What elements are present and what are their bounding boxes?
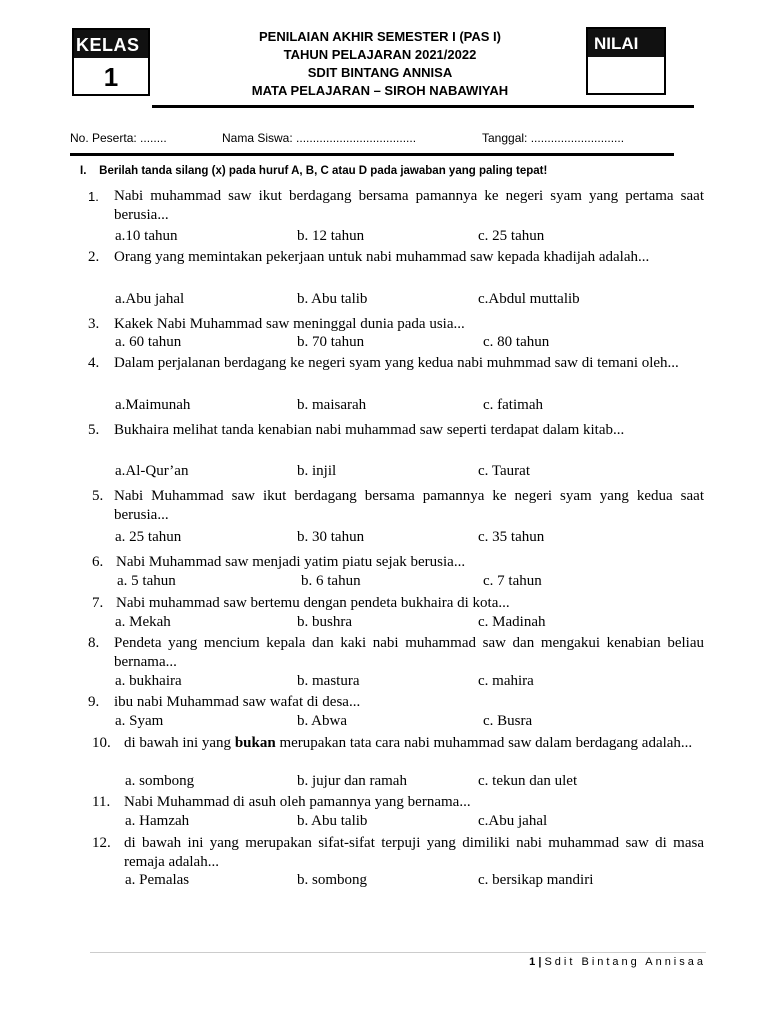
question-text: Dalam perjalanan berdagang ke negeri syam yang kedua nabi muhmmad saw di temani oleh... bbox=[114, 355, 679, 371]
option-a: a. 60 tahun bbox=[115, 334, 182, 350]
question bbox=[88, 693, 704, 712]
question-text: Pendeta yang mencium kepala dan kaki nabi muhammad saw dan mengakui kenabian beliau bernama... bbox=[114, 635, 704, 670]
question-text: Kakek Nabi Muhammad saw meninggal dunia pada usia... bbox=[114, 316, 465, 332]
question-number: 9. bbox=[88, 694, 100, 710]
option-c: c. mahira bbox=[478, 673, 534, 689]
question-number: 5. bbox=[88, 422, 100, 438]
kelas-value: 1 bbox=[103, 62, 119, 92]
header-divider bbox=[152, 105, 694, 108]
question bbox=[88, 421, 704, 440]
option-c: c. bersikap mandiri bbox=[478, 872, 594, 888]
option-b: b. 6 tahun bbox=[301, 573, 361, 589]
title-line-1: PENILAIAN AKHIR SEMESTER I (PAS I) bbox=[259, 29, 501, 44]
nilai-label: NILAI bbox=[588, 29, 664, 57]
question bbox=[92, 594, 704, 613]
option-c: c. 35 tahun bbox=[478, 529, 545, 545]
option-b: b. 30 tahun bbox=[297, 529, 365, 545]
title-line-3: SDIT BINTANG ANNISA bbox=[307, 65, 453, 80]
question-text: ibu nabi Muhammad saw wafat di desa... bbox=[114, 694, 361, 710]
title-line-2: TAHUN PELAJARAN 2021/2022 bbox=[283, 47, 477, 62]
option-b: b. 12 tahun bbox=[297, 228, 365, 244]
peserta-field: No. Peserta: ........ bbox=[70, 131, 167, 145]
option-c: c. Taurat bbox=[478, 463, 530, 479]
question-text-emphasis: bukan bbox=[234, 735, 276, 751]
question-number: 11. bbox=[92, 794, 111, 810]
question bbox=[92, 487, 704, 525]
question-number: 1. bbox=[88, 189, 99, 204]
option-a: a. 25 tahun bbox=[115, 529, 182, 545]
option-c: c. fatimah bbox=[483, 397, 543, 413]
option-a: a.Abu jahal bbox=[115, 291, 185, 307]
kelas-box bbox=[72, 28, 150, 96]
option-c: c.Abu jahal bbox=[478, 813, 548, 829]
kelas-label: KELAS bbox=[74, 30, 148, 58]
page-number: 1 bbox=[529, 956, 536, 968]
instruction-number: I. bbox=[80, 165, 87, 177]
option-b: b. maisarah bbox=[297, 397, 367, 413]
option-b: b. Abu talib bbox=[297, 291, 368, 307]
option-a: a. Mekah bbox=[115, 614, 171, 630]
option-b: b. Abu talib bbox=[297, 813, 368, 829]
footer-school: Sdit Bintang Annisaa bbox=[544, 956, 706, 968]
question-text: Nabi Muhammad saw menjadi yatim piatu sejak berusia... bbox=[116, 554, 466, 570]
question-text: Nabi Muhammad saw ikut berdagang bersama pamannya ke negeri syam yang kedua saat berusia... bbox=[114, 488, 704, 523]
option-b: b. sombong bbox=[297, 872, 368, 888]
option-a: a.Al-Qur’an bbox=[115, 463, 189, 479]
option-c: c. 25 tahun bbox=[478, 228, 545, 244]
option-a: a. sombong bbox=[125, 773, 195, 789]
question-text: di bawah ini yang merupakan sifat-sifat terpuji yang dimiliki nabi muhammad saw di masa remaja adalah... bbox=[124, 835, 704, 870]
question bbox=[88, 634, 704, 672]
option-c: c. 80 tahun bbox=[483, 334, 550, 350]
question-number: 12. bbox=[92, 835, 111, 851]
question-text: Nabi muhammad saw bertemu dengan pendeta bukhaira di kota... bbox=[116, 595, 510, 611]
option-b: b. injil bbox=[297, 463, 337, 479]
question bbox=[92, 793, 704, 812]
question-text: Nabi Muhammad di asuh oleh pamannya yang bernama... bbox=[124, 794, 471, 810]
question-number: 7. bbox=[92, 595, 104, 611]
instruction-text: Berilah tanda silang (x) pada huruf A, B, C atau D pada jawaban yang paling tepat! bbox=[99, 165, 548, 177]
option-c: c. Busra bbox=[483, 713, 533, 729]
question-text bbox=[124, 734, 704, 753]
question-text-part: merupakan tata cara nabi muhammad saw dalam berdagang adalah... bbox=[275, 735, 693, 751]
instruction bbox=[80, 165, 547, 177]
question-text-part: di bawah ini yang bbox=[124, 735, 235, 751]
question bbox=[88, 187, 704, 225]
question-text: Orang yang memintakan pekerjaan untuk nabi muhammad saw kepada khadijah adalah... bbox=[114, 249, 650, 265]
option-a: a. Hamzah bbox=[125, 813, 190, 829]
option-a: a. Syam bbox=[115, 713, 164, 729]
nama-field: Nama Siswa: .................................... bbox=[222, 131, 417, 145]
option-c: c. tekun dan ulet bbox=[478, 773, 578, 789]
question bbox=[92, 834, 704, 872]
page-footer bbox=[529, 956, 706, 968]
option-a: a. bukhaira bbox=[115, 673, 182, 689]
option-c: c. Madinah bbox=[478, 614, 546, 630]
option-c: c.Abdul muttalib bbox=[478, 291, 580, 307]
option-b: b. jujur dan ramah bbox=[297, 773, 407, 789]
question-number: 3. bbox=[88, 316, 100, 332]
option-a: a.Maimunah bbox=[115, 397, 191, 413]
question-number: 2. bbox=[88, 249, 100, 265]
question-text: Nabi muhammad saw ikut berdagang bersama pamannya ke negeri syam yang pertama saat berusia... bbox=[114, 188, 704, 223]
option-b: b. mastura bbox=[297, 673, 360, 689]
nilai-box bbox=[586, 27, 666, 95]
option-b: b. Abwa bbox=[297, 713, 347, 729]
option-a: a. Pemalas bbox=[125, 872, 190, 888]
title-line-4: MATA PELAJARAN – SIROH NABAWIYAH bbox=[251, 83, 509, 98]
option-a: a.10 tahun bbox=[115, 228, 178, 244]
footer-separator: | bbox=[538, 956, 542, 968]
ident-divider bbox=[70, 153, 674, 156]
option-a: a. 5 tahun bbox=[117, 573, 176, 589]
question-number: 5. bbox=[92, 488, 104, 504]
question-number: 6. bbox=[92, 554, 104, 570]
question bbox=[88, 354, 704, 373]
question-text: Bukhaira melihat tanda kenabian nabi muhammad saw seperti terdapat dalam kitab... bbox=[114, 422, 625, 438]
option-c: c. 7 tahun bbox=[483, 573, 542, 589]
option-b: b. bushra bbox=[297, 614, 352, 630]
question bbox=[92, 734, 704, 753]
option-b: b. 70 tahun bbox=[297, 334, 365, 350]
question bbox=[92, 553, 704, 572]
tanggal-field: Tanggal: ............................ bbox=[482, 131, 625, 145]
question bbox=[88, 248, 704, 267]
footer-divider bbox=[90, 952, 706, 953]
question-number: 4. bbox=[88, 355, 100, 371]
question-number: 8. bbox=[88, 635, 100, 651]
question-number: 10. bbox=[92, 735, 111, 751]
question bbox=[88, 315, 704, 334]
